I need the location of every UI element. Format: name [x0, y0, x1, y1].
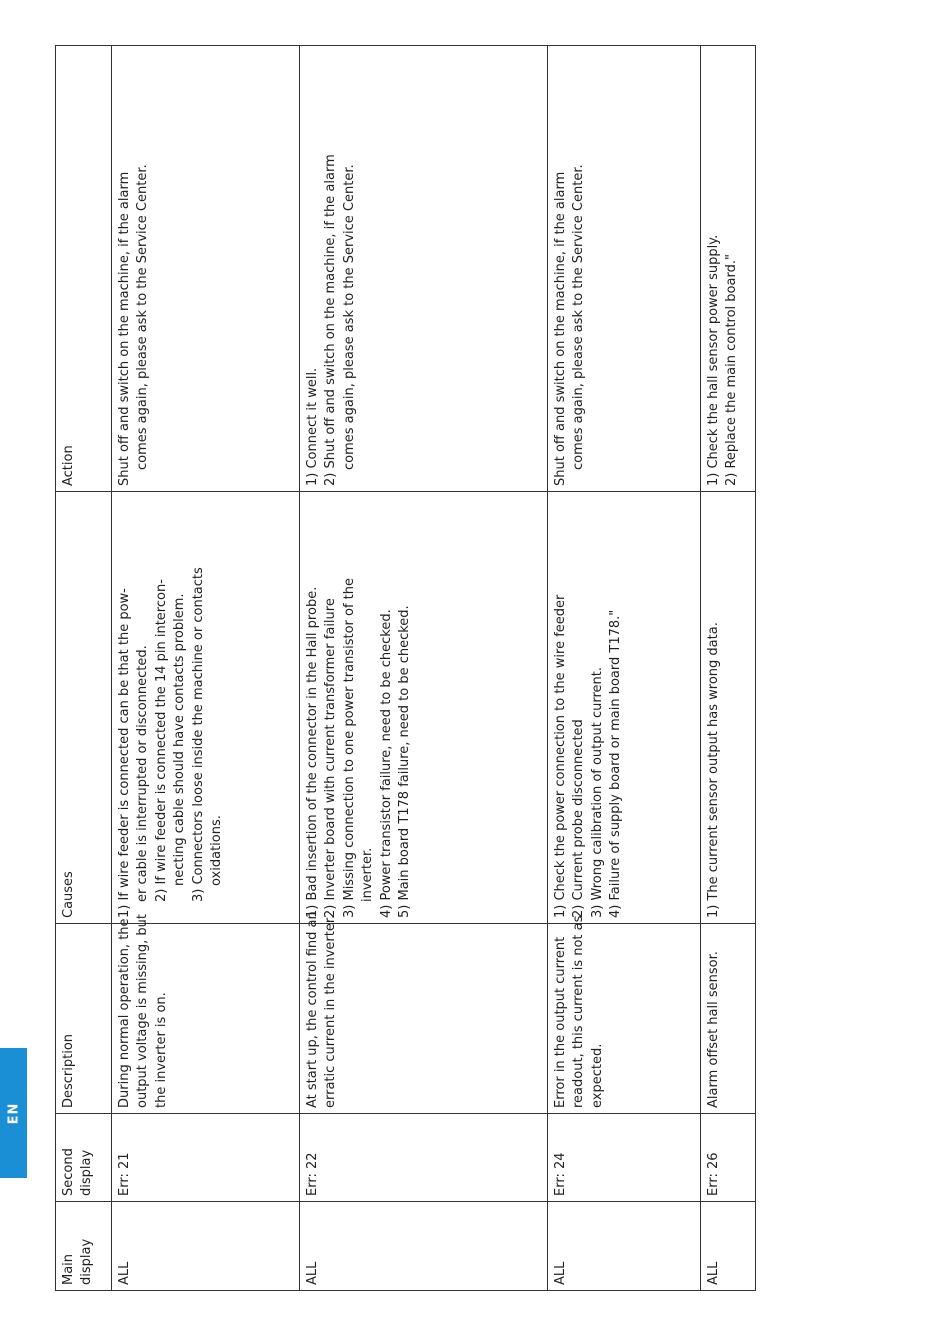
- header-action: Action: [56, 46, 112, 492]
- second-display-cell: Err: 21: [112, 1114, 300, 1202]
- description-line: Alarm offset hall sensor.: [706, 951, 721, 1108]
- header-main-display: Main display: [56, 1202, 112, 1291]
- error-code-table: [55, 45, 756, 1291]
- cause-line: 1) Check the power connection to the wire feeder: [553, 594, 568, 918]
- cause-line: 3) Connectors loose inside the machine or contacts: [190, 567, 206, 902]
- error-code-table-wrapper: [55, 46, 755, 1291]
- table-header-row: [56, 46, 112, 1291]
- description-line: output voltage is missing, but: [135, 913, 151, 1108]
- cause-line: 3) Wrong calibration of output current.: [589, 666, 605, 918]
- cause-line: 4) Failure of supply board or main board T178.": [608, 609, 624, 918]
- causes-cell: [300, 492, 548, 924]
- description-line: readout, this current is not as: [571, 915, 587, 1108]
- action-line: Shut off and switch on the machine, if the alarm: [117, 171, 132, 486]
- cause-line: 1) If wire feeder is connected can be that the pow-: [117, 588, 132, 918]
- action-line: comes again, please ask to the Service Center.: [341, 164, 357, 470]
- cause-line: 2) If wire feeder is connected the 14 pin intercon-: [153, 579, 169, 902]
- table-row: [300, 46, 548, 1291]
- description-line: expected.: [589, 1043, 605, 1108]
- second-display-cell: Err: 22: [300, 1114, 548, 1202]
- action-cell: [300, 46, 548, 492]
- cause-line: inverter.: [360, 847, 376, 902]
- description-line: the inverter is on.: [153, 992, 169, 1108]
- causes-cell: [548, 492, 701, 924]
- action-line: comes again, please ask to the Service Center.: [135, 164, 151, 470]
- cause-line: 4) Power transistor failure, need to be checked.: [378, 609, 394, 918]
- description-cell: [300, 911, 548, 1114]
- second-display-cell: Err: 26: [701, 1114, 756, 1202]
- causes-cell: [112, 492, 300, 924]
- action-line: 1) Check the hall sensor power supply.: [706, 234, 721, 486]
- description-cell: [701, 924, 756, 1114]
- header-causes: Causes: [56, 492, 112, 924]
- language-tab: [0, 1048, 27, 1178]
- action-line: 2) Replace the main control board.": [724, 254, 740, 486]
- action-line: Shut off and switch on the machine, if the alarm: [553, 171, 568, 486]
- table-row: [701, 46, 756, 1291]
- table-row: [112, 46, 300, 1291]
- main-display-cell: ALL: [112, 1202, 300, 1291]
- header-description: Description: [56, 924, 112, 1114]
- cause-line: er cable is interrupted or disconnected.: [135, 645, 151, 902]
- main-display-cell: ALL: [548, 1202, 701, 1291]
- description-cell: [112, 913, 300, 1114]
- cause-line: 1) The current sensor output has wrong data.: [706, 622, 721, 918]
- cause-line: 2) Current probe disconnected: [571, 719, 587, 918]
- action-line: 2) Shut off and switch on the machine, if the alarm: [323, 154, 339, 486]
- action-cell: [112, 46, 300, 492]
- language-tab-label: EN: [5, 1102, 21, 1124]
- description-line: erratic current in the inverter.: [323, 914, 339, 1108]
- main-display-cell: ALL: [701, 1202, 756, 1291]
- action-cell: [701, 46, 756, 492]
- description-cell: [548, 915, 701, 1114]
- action-cell: [548, 46, 701, 492]
- cause-line: necting cable should have contacts problem.: [172, 593, 188, 886]
- table-row: [548, 46, 701, 1291]
- second-display-cell: Err: 24: [548, 1114, 701, 1202]
- description-line: Error in the output current: [553, 936, 568, 1108]
- action-line: 1) Connect it well.: [305, 367, 320, 486]
- cause-line: 2) Inverter board with current transformer failure: [323, 598, 339, 918]
- cause-line: 5) Main board T178 failure, need to be checked.: [397, 605, 413, 918]
- description-line: At start up, the control find an: [305, 911, 320, 1108]
- cause-line: oxidations.: [209, 815, 225, 886]
- causes-cell: [701, 492, 756, 924]
- header-second-display: Second display: [56, 1114, 112, 1202]
- cause-line: 1) Bad insertion of the connector in the Hall probe.: [305, 586, 320, 918]
- action-line: comes again, please ask to the Service Center.: [571, 164, 587, 470]
- cause-line: 3) Missing connection to one power transistor of the: [341, 578, 357, 918]
- description-line: During normal operation, the: [117, 918, 132, 1108]
- main-display-cell: ALL: [300, 1202, 548, 1291]
